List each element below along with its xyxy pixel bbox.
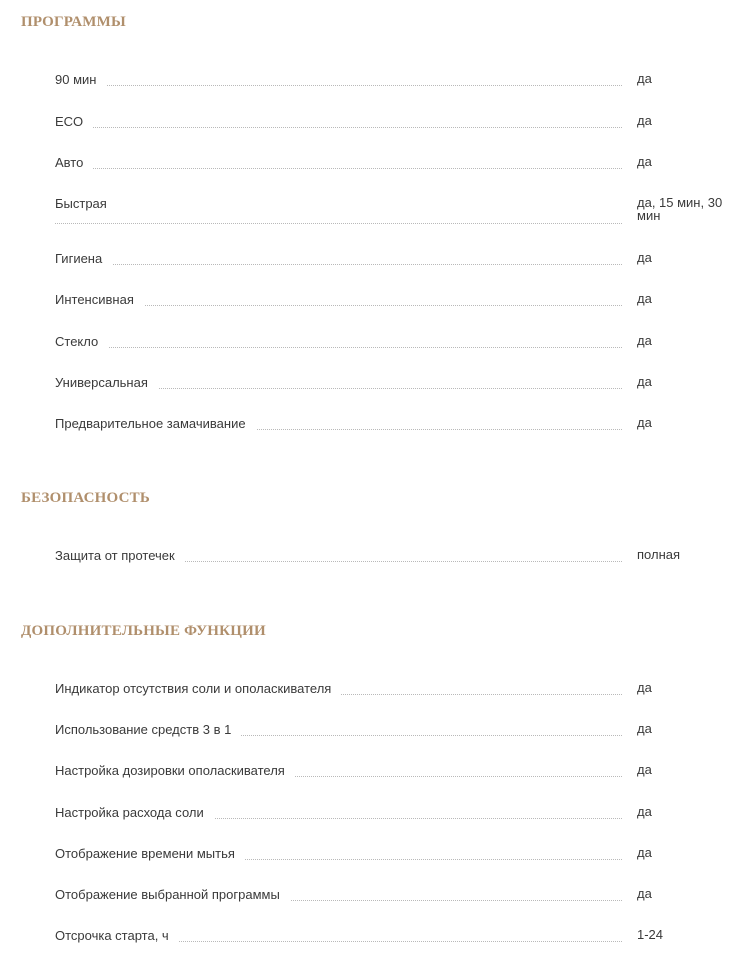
spec-row: [55, 928, 740, 948]
spec-label: Отображение выбранной программы: [55, 887, 290, 903]
spec-value: да: [637, 374, 652, 389]
spec-value: да: [637, 845, 652, 860]
spec-label: Индикатор отсутствия соли и ополаскивателя: [55, 681, 341, 697]
spec-value: да: [637, 113, 652, 128]
spec-row: [55, 251, 740, 271]
spec-row: [55, 722, 740, 742]
spec-row: [55, 805, 740, 825]
spec-label: Предварительное замачивание: [55, 416, 256, 432]
spec-row: [55, 334, 740, 354]
spec-value: да: [637, 762, 652, 777]
spec-value: полная: [637, 547, 681, 562]
spec-value: да, 15 мин, 30 мин: [637, 195, 723, 223]
dotted-leader: [55, 85, 622, 86]
spec-value: 1-24: [637, 927, 664, 942]
spec-row: [55, 846, 740, 866]
spec-value: да: [637, 721, 652, 736]
spec-label: ECO: [55, 114, 93, 130]
spec-label: Отображение времени мытья: [55, 846, 245, 862]
spec-row: [55, 887, 740, 907]
spec-value: да: [637, 71, 652, 86]
spec-label: Отсрочка старта, ч: [55, 928, 179, 944]
spec-value: да: [637, 333, 652, 348]
dotted-leader: [55, 264, 622, 265]
spec-value: да: [637, 250, 652, 265]
section-title: ПРОГРАММЫ: [21, 14, 126, 30]
spec-row: [55, 416, 740, 436]
dotted-leader: [55, 347, 622, 348]
spec-label: Универсальная: [55, 375, 158, 391]
spec-row: [55, 196, 740, 228]
spec-row: [55, 114, 740, 134]
spec-label: Интенсивная: [55, 292, 144, 308]
spec-row: [55, 763, 740, 783]
spec-value: да: [637, 154, 652, 169]
spec-label: Гигиена: [55, 251, 112, 267]
spec-label: Использование средств 3 в 1: [55, 722, 241, 738]
spec-row: [55, 681, 740, 701]
spec-label: Быстрая: [55, 196, 117, 212]
spec-value: да: [637, 680, 652, 695]
dotted-leader: [55, 127, 622, 128]
spec-value: да: [637, 415, 652, 430]
dotted-leader: [55, 168, 622, 169]
spec-label: Стекло: [55, 334, 108, 350]
spec-label: Настройка расхода соли: [55, 805, 214, 821]
spec-label: Защита от протечек: [55, 548, 185, 564]
spec-row: [55, 155, 740, 175]
spec-row: [55, 292, 740, 312]
spec-label: 90 мин: [55, 72, 106, 88]
spec-label: Настройка дозировки ополаскивателя: [55, 763, 295, 779]
spec-value: да: [637, 291, 652, 306]
spec-value: да: [637, 886, 652, 901]
section-title: ДОПОЛНИТЕЛЬНЫЕ ФУНКЦИИ: [21, 623, 266, 639]
spec-label: Авто: [55, 155, 93, 171]
spec-row: [55, 72, 740, 92]
spec-row: [55, 375, 740, 395]
spec-row: [55, 548, 740, 568]
section-title: БЕЗОПАСНОСТЬ: [21, 490, 150, 506]
spec-value: да: [637, 804, 652, 819]
dotted-leader: [55, 223, 622, 224]
